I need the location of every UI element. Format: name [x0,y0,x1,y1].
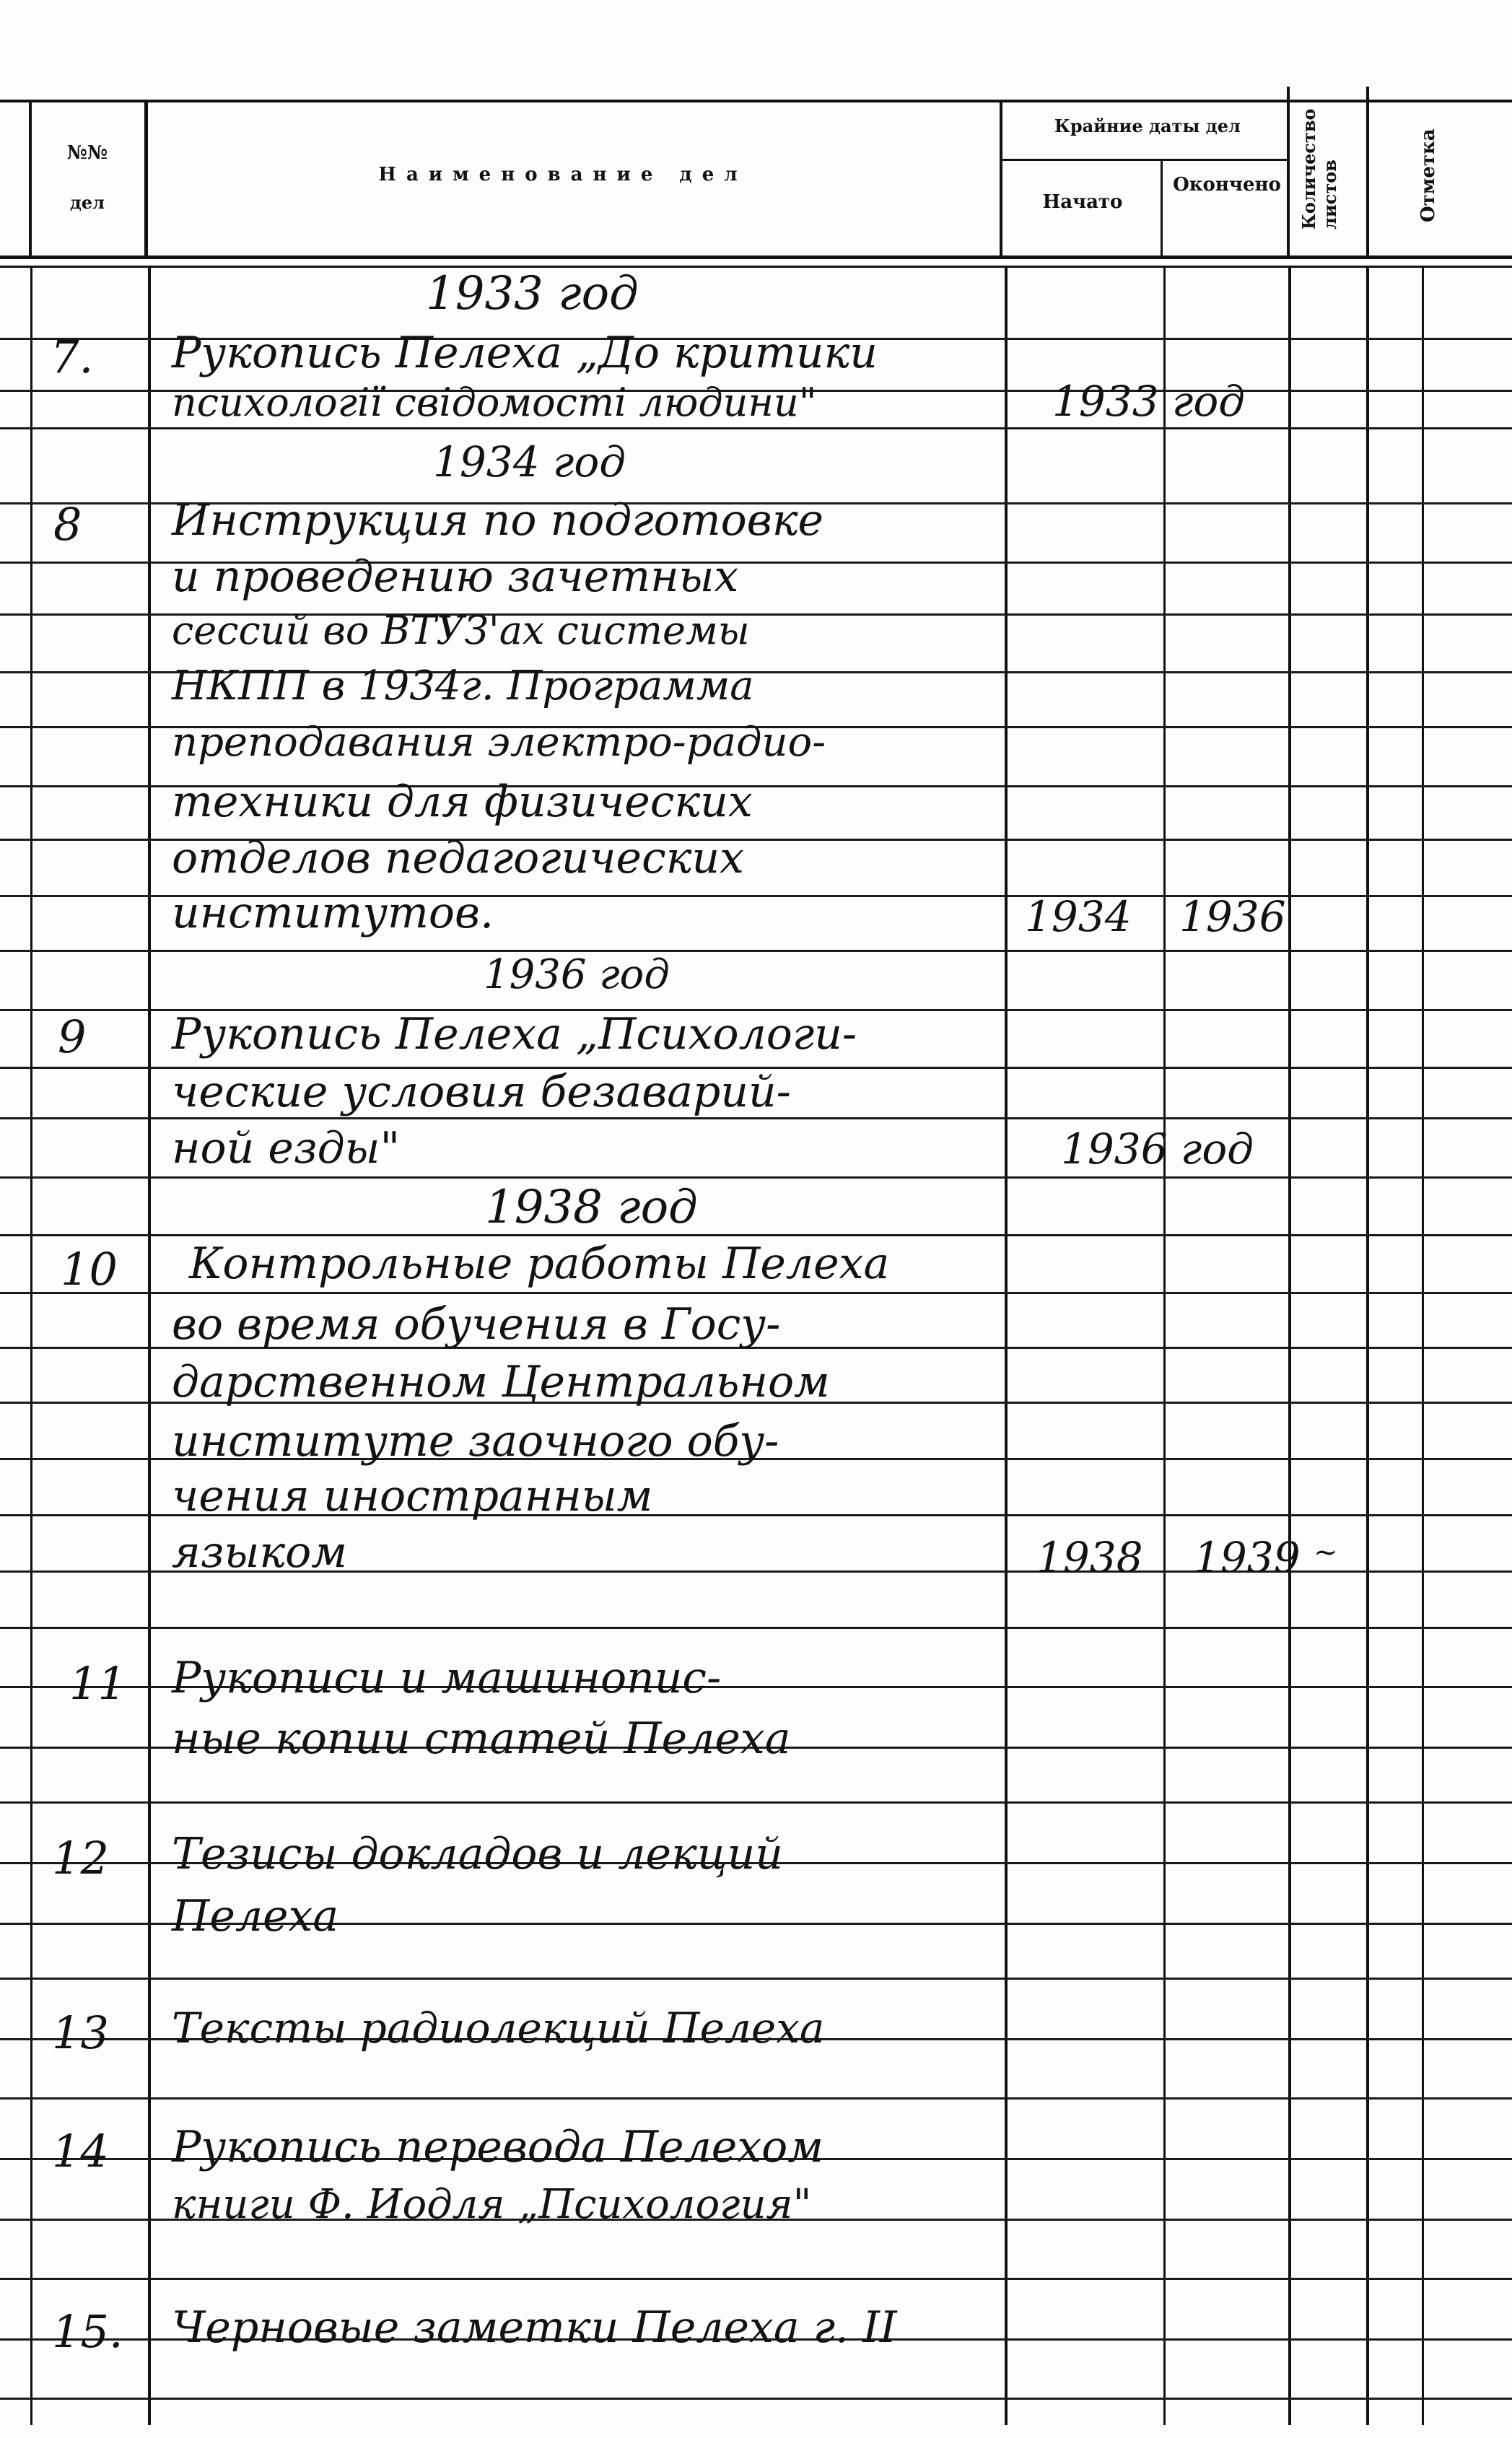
header-bottom-border-2 [0,266,1512,268]
entry-number: 13 [52,2006,109,2059]
entry-date-span: 1933 год [1052,377,1246,426]
entry-number: 7. [51,331,94,383]
header-end: Окончено [1173,174,1281,196]
col-sheets [1366,267,1369,2425]
entry-number: 14 [52,2125,109,2177]
header-col-end [1287,87,1290,258]
entry-number: 15. [52,2305,123,2358]
entry-number: 12 [52,1832,109,1884]
header-dates-group: Крайние даты дел [1054,115,1241,136]
entry-line: Контрольные работы Пелеха [189,1238,890,1289]
entry-number: 9 [58,1010,87,1063]
header-name: Наименование дел [378,164,748,185]
entry-number: 11 [69,1657,126,1710]
entry-start: 1938 [1036,1533,1143,1582]
header-col-left [29,101,32,258]
entry-line: языком [172,1527,348,1578]
entry-start: 1934 [1025,892,1132,941]
header-bottom-border [0,255,1512,259]
header-num-label: №№ [66,142,108,164]
entry-date-span: 1936 год [1061,1124,1254,1174]
entry-line: институтов. [172,888,494,938]
entry-line: преподавания электро-радио- [172,719,826,766]
sheets-mark: ~ [1314,1536,1338,1569]
col-num [148,267,151,2425]
entry-line: чения иностранным [172,1471,653,1521]
header-dates-divider [1001,159,1288,161]
entry-line: Рукопись Пелеха „До критики [172,328,878,378]
year-heading: 1938 год [485,1181,698,1234]
entry-line: техники для физических [172,777,753,827]
entry-number: 8 [53,498,82,551]
header-top-border [0,100,1512,102]
col-end [1288,267,1291,2425]
entry-line: психології свідомості людини" [172,380,817,425]
entry-number: 10 [61,1243,118,1296]
header-col-num [144,101,148,258]
entry-line: Тезисы докладов и лекций [172,1829,783,1879]
entry-line: во время обучения в Госу- [172,1299,781,1350]
entry-line: институте заочного обу- [172,1416,779,1467]
col-left [30,267,32,2425]
header-col-start [1161,160,1163,258]
entry-line: сессий во ВТУЗ'ах системы [172,608,750,653]
year-heading: 1934 год [433,437,626,486]
entry-line: и проведению зачетных [172,551,739,602]
col-name [1005,267,1008,2425]
header-start: Начато [1042,191,1123,213]
entry-line: книги Ф. Иодля „Психология" [172,2181,812,2228]
entry-end: 1936 [1179,892,1286,941]
entry-line: Черновые заметки Пелеха г. II [172,2302,897,2353]
year-heading: 1933 год [426,267,639,320]
header-col-name [1000,101,1002,258]
entry-line: Пелеха [172,1891,339,1941]
col-note [1422,267,1424,2425]
header-num-sub: дел [69,192,105,213]
entry-line: Рукописи и машинопис- [172,1653,722,1703]
entry-line: ной езды" [172,1123,401,1174]
year-heading: 1936 год [484,951,670,998]
entry-line: ческие условия безаварий- [172,1067,791,1117]
header-note: Отметка [1417,128,1439,222]
entry-line: дарственном Центральном [172,1357,830,1407]
entry-line: отделов педагогических [172,833,744,883]
entry-line: Рукопись Пелеха „Психологи- [172,1009,857,1059]
header-col-sheets [1366,87,1369,258]
header-sheets: Количество листов [1298,108,1340,230]
entry-line: ные копии статей Пелеха [172,1713,791,1764]
entry-line: НКПП в 1934г. Программа [172,663,754,709]
entry-end: 1939 [1194,1533,1301,1582]
entry-line: Рукопись перевода Пелехом [172,2122,823,2172]
entry-line: Тексты радиолекций Пелеха [172,2004,825,2053]
col-start [1163,267,1166,2425]
entry-line: Инструкция по подготовке [172,495,824,546]
